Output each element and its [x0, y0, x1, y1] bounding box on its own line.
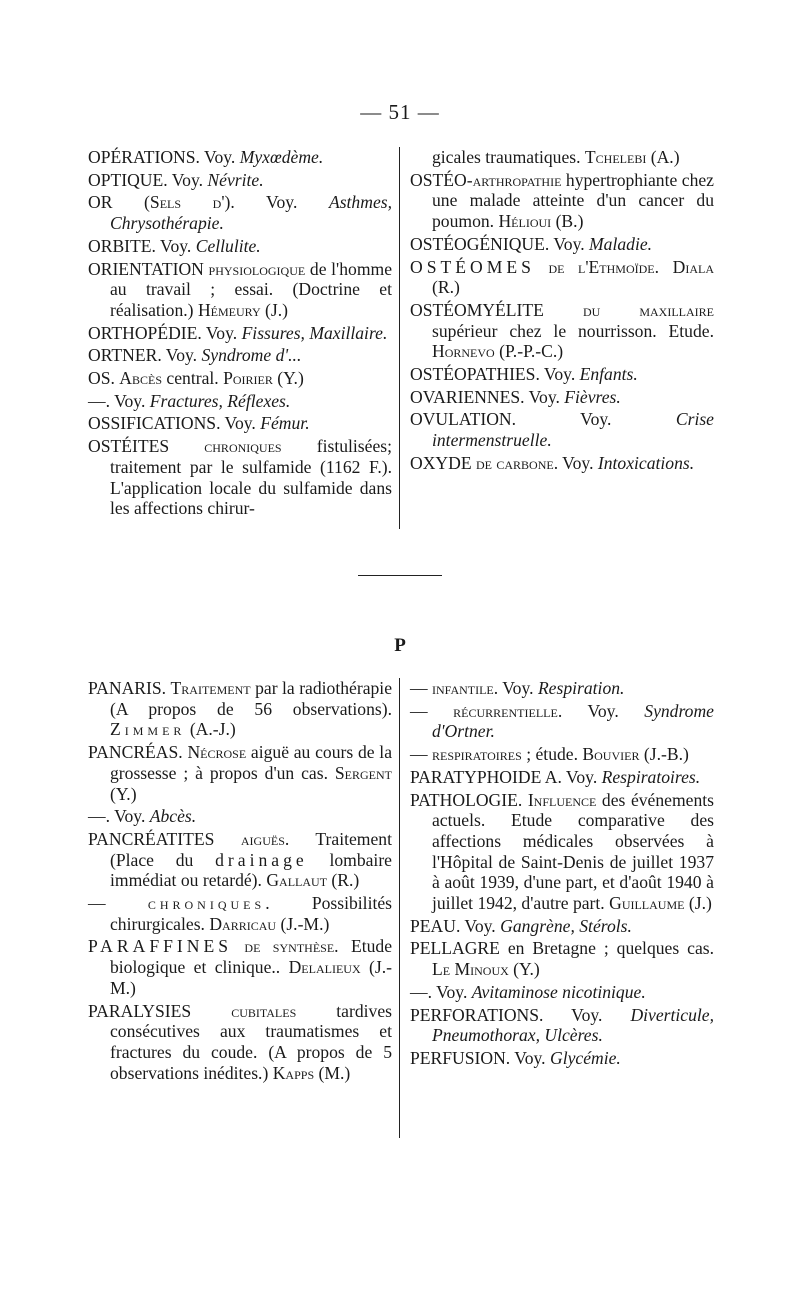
- index-entry: PANARIS. Traitement par la radiothérapie (A propos de 56 observations). Zimmer (A.-J.): [88, 678, 392, 740]
- index-entry: OPTIQUE. Voy. Névrite.: [88, 169, 264, 190]
- index-entry: ORTHOPÉDIE. Voy. Fissures, Maxillaire.: [88, 322, 388, 343]
- index-entry: —. Voy. Fractures, Réflexes.: [88, 390, 291, 411]
- index-entry: PARATYPHOIDE A. Voy. Respiratoires.: [410, 766, 701, 787]
- index-entry: ORIENTATION physiologique de l'homme au travail ; essai. (Doctrine et réalisation.) Hémeury (J.): [88, 258, 393, 320]
- index-entry: OVARIENNES. Voy. Fièvres.: [410, 386, 621, 407]
- index-entry: OSTÉO-arthropathie hypertrophiante chez une malade atteinte d'un cancer du poumon. Hélioui (B.): [410, 169, 714, 232]
- section-letter: P: [394, 635, 406, 656]
- index-entry: — récurrentielle. Voy. Syndrome d'Ortner.: [410, 700, 714, 742]
- left-column: [88, 147, 392, 521]
- index-entry: PANCRÉAS. Nécrose aiguë au cours de la grossesse ; à propos d'un cas. Sergent (Y.): [88, 742, 392, 804]
- index-entry: — chroniques. Possibilités chirurgicales. Darricau (J.-M.): [88, 893, 392, 934]
- index-entry: PARALYSIES cubitales tardives consécutives aux traumatismes et fractures du coude. (A propos de 5 observations inédites.) Kapps (M.): [88, 1000, 392, 1083]
- index-entry: OSTÉITES chroniques fistulisées; traitement par le sulfamide (1162 F.). L'application locale du sulfamide dans les affections chirur-: [88, 436, 392, 519]
- left-column: [88, 678, 392, 1085]
- index-entry: — infantile. Voy. Respiration.: [410, 678, 625, 698]
- page-number: — 51 —: [360, 100, 440, 124]
- index-entry: OPÉRATIONS. Voy. Myxœdème.: [88, 147, 324, 167]
- index-entry: —. Voy. Abcès.: [88, 806, 197, 827]
- index-entry: OR (Sels d'). Voy. Asthmes, Chrysothérapie.: [88, 192, 392, 234]
- index-entry: PERFORATIONS. Voy. Diverticule, Pneumothorax, Ulcères.: [410, 1004, 714, 1046]
- section-separator: [358, 575, 442, 576]
- index-entry: OSTÉOMES de l'Ethmoïde. Diala (R.): [410, 256, 714, 298]
- column-divider: [399, 678, 400, 1138]
- right-column: [410, 147, 714, 476]
- index-entry: OSSIFICATIONS. Voy. Fémur.: [88, 413, 310, 434]
- index-entry: OXYDE de carbone. Voy. Intoxications.: [410, 452, 695, 473]
- index-entry: PEAU. Voy. Gangrène, Stérols.: [410, 915, 632, 936]
- index-entry: —. Voy. Avitaminose nicotinique.: [410, 981, 646, 1002]
- index-entry: PATHOLOGIE. Influence des événements actuels. Etude comparative des affections médicales observées à l'Hôpital de Saint-Denis de juillet 1937 à août 1939, d'une part, et d'août 1940 à juillet 1942, d'autre part. Guillaume (J.): [410, 789, 714, 914]
- index-entry: ORBITE. Voy. Cellulite.: [88, 235, 261, 256]
- index-entry: OS. Abcès central. Poirier (Y.): [88, 368, 304, 389]
- index-entry: OSTÉOPATHIES. Voy. Enfants.: [410, 364, 638, 385]
- index-entry: OVULATION. Voy. Crise intermenstruelle.: [410, 409, 714, 451]
- index-entry: ORTNER. Voy. Syndrome d'...: [88, 345, 302, 366]
- index-entry: gicales traumatiques. Tchelebi (A.): [432, 147, 680, 167]
- index-entry: — respiratoires ; étude. Bouvier (J.-B.): [410, 744, 689, 765]
- index-entry: PELLAGRE en Bretagne ; quelques cas. Le Minoux (Y.): [410, 938, 714, 980]
- right-column: [410, 678, 714, 1071]
- column-divider: [399, 147, 400, 529]
- index-entry: OSTÉOGÉNIQUE. Voy. Maladie.: [410, 233, 653, 254]
- index-entry: PANCRÉATITES aiguës. Traitement (Place du drainage lombaire immédiat ou retardé). Gallaut (R.): [88, 828, 392, 891]
- index-entry: OSTÉOMYÉLITE du maxillaire supérieur chez le nourrisson. Etude. Hornevo (P.-P.-C.): [410, 299, 714, 362]
- index-entry: PARAFFINES de synthèse. Etude biologique et clinique.. Delalieux (J.-M.): [88, 936, 393, 998]
- index-entry: PERFUSION. Voy. Glycémie.: [410, 1047, 621, 1068]
